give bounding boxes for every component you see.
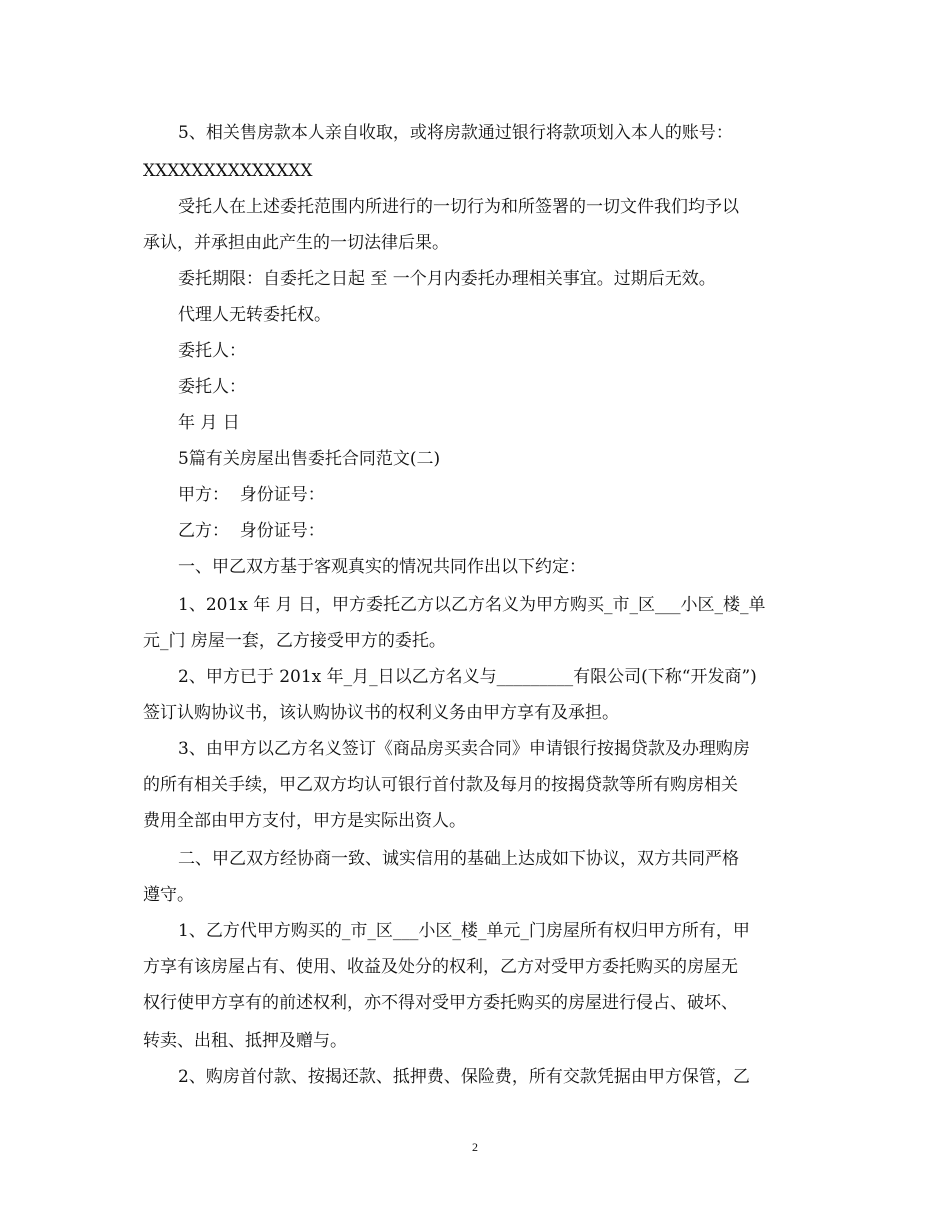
text-line: 转卖、出租、抵押及赠与。: [143, 1031, 347, 1051]
text-line: 委托人：: [178, 341, 246, 361]
text-line: 2、购房首付款、按揭还款、抵押费、保险费，所有交款凭据由甲方保管，乙: [178, 1067, 750, 1087]
text-line: 承认，并承担由此产生的一切法律后果。: [143, 233, 449, 253]
page-number: 2: [472, 1140, 478, 1154]
text-line: 2、甲方已于 201x 年_月_日以乙方名义与_________有限公司(下称“开发商”): [178, 667, 757, 687]
text-line: 1、乙方代甲方购买的_市_区___小区_楼_单元_门房屋所有权归甲方所有，甲: [178, 921, 750, 941]
text-line: 年 月 日: [178, 413, 240, 433]
section-heading: 5篇有关房屋出售委托合同范文(二): [178, 449, 441, 469]
text-line: XXXXXXXXXXXXXX: [143, 161, 313, 181]
text-line: 乙方： 身份证号：: [178, 521, 325, 541]
text-line: 费用全部由甲方支付，甲方是实际出资人。: [143, 811, 466, 831]
text-line: 1、201x 年 月 日，甲方委托乙方以乙方名义为甲方购买_市_区___小区_楼_单: [178, 595, 766, 615]
text-line: 3、由甲方以乙方名义签订《商品房买卖合同》申请银行按揭贷款及办理购房: [178, 739, 750, 759]
text-line: 的所有相关手续，甲乙双方均认可银行首付款及每月的按揭贷款等所有购房相关: [143, 775, 738, 795]
text-line: 二、甲乙双方经协商一致、诚实信用的基础上达成如下协议，双方共同严格: [178, 849, 739, 869]
text-line: 甲方： 身份证号：: [178, 485, 325, 505]
text-line: 5、相关售房款本人亲自收取，或将房款通过银行将款项划入本人的账号：: [178, 123, 733, 143]
text-line: 元_门 房屋一套，乙方接受甲方的委托。: [143, 631, 446, 651]
text-line: 权行使甲方享有的前述权利，亦不得对受甲方委托购买的房屋进行侵占、破坏、: [143, 993, 738, 1013]
text-line: 签订认购协议书，该认购协议书的权利义务由甲方享有及承担。: [143, 703, 619, 723]
text-line: 一、甲乙双方基于客观真实的情况共同作出以下约定：: [178, 557, 586, 577]
text-line: 委托人：: [178, 377, 246, 397]
text-line: 代理人无转委托权。: [178, 305, 331, 325]
text-line: 遵守。: [143, 885, 194, 905]
text-line: 方享有该房屋占有、使用、收益及处分的权利，乙方对受甲方委托购买的房屋无: [143, 957, 738, 977]
text-line: 委托期限：自委托之日起 至 一个月内委托办理相关事宜。过期后无效。: [178, 269, 716, 289]
text-line: 受托人在上述委托范围内所进行的一切行为和所签署的一切文件我们均予以: [178, 197, 739, 217]
